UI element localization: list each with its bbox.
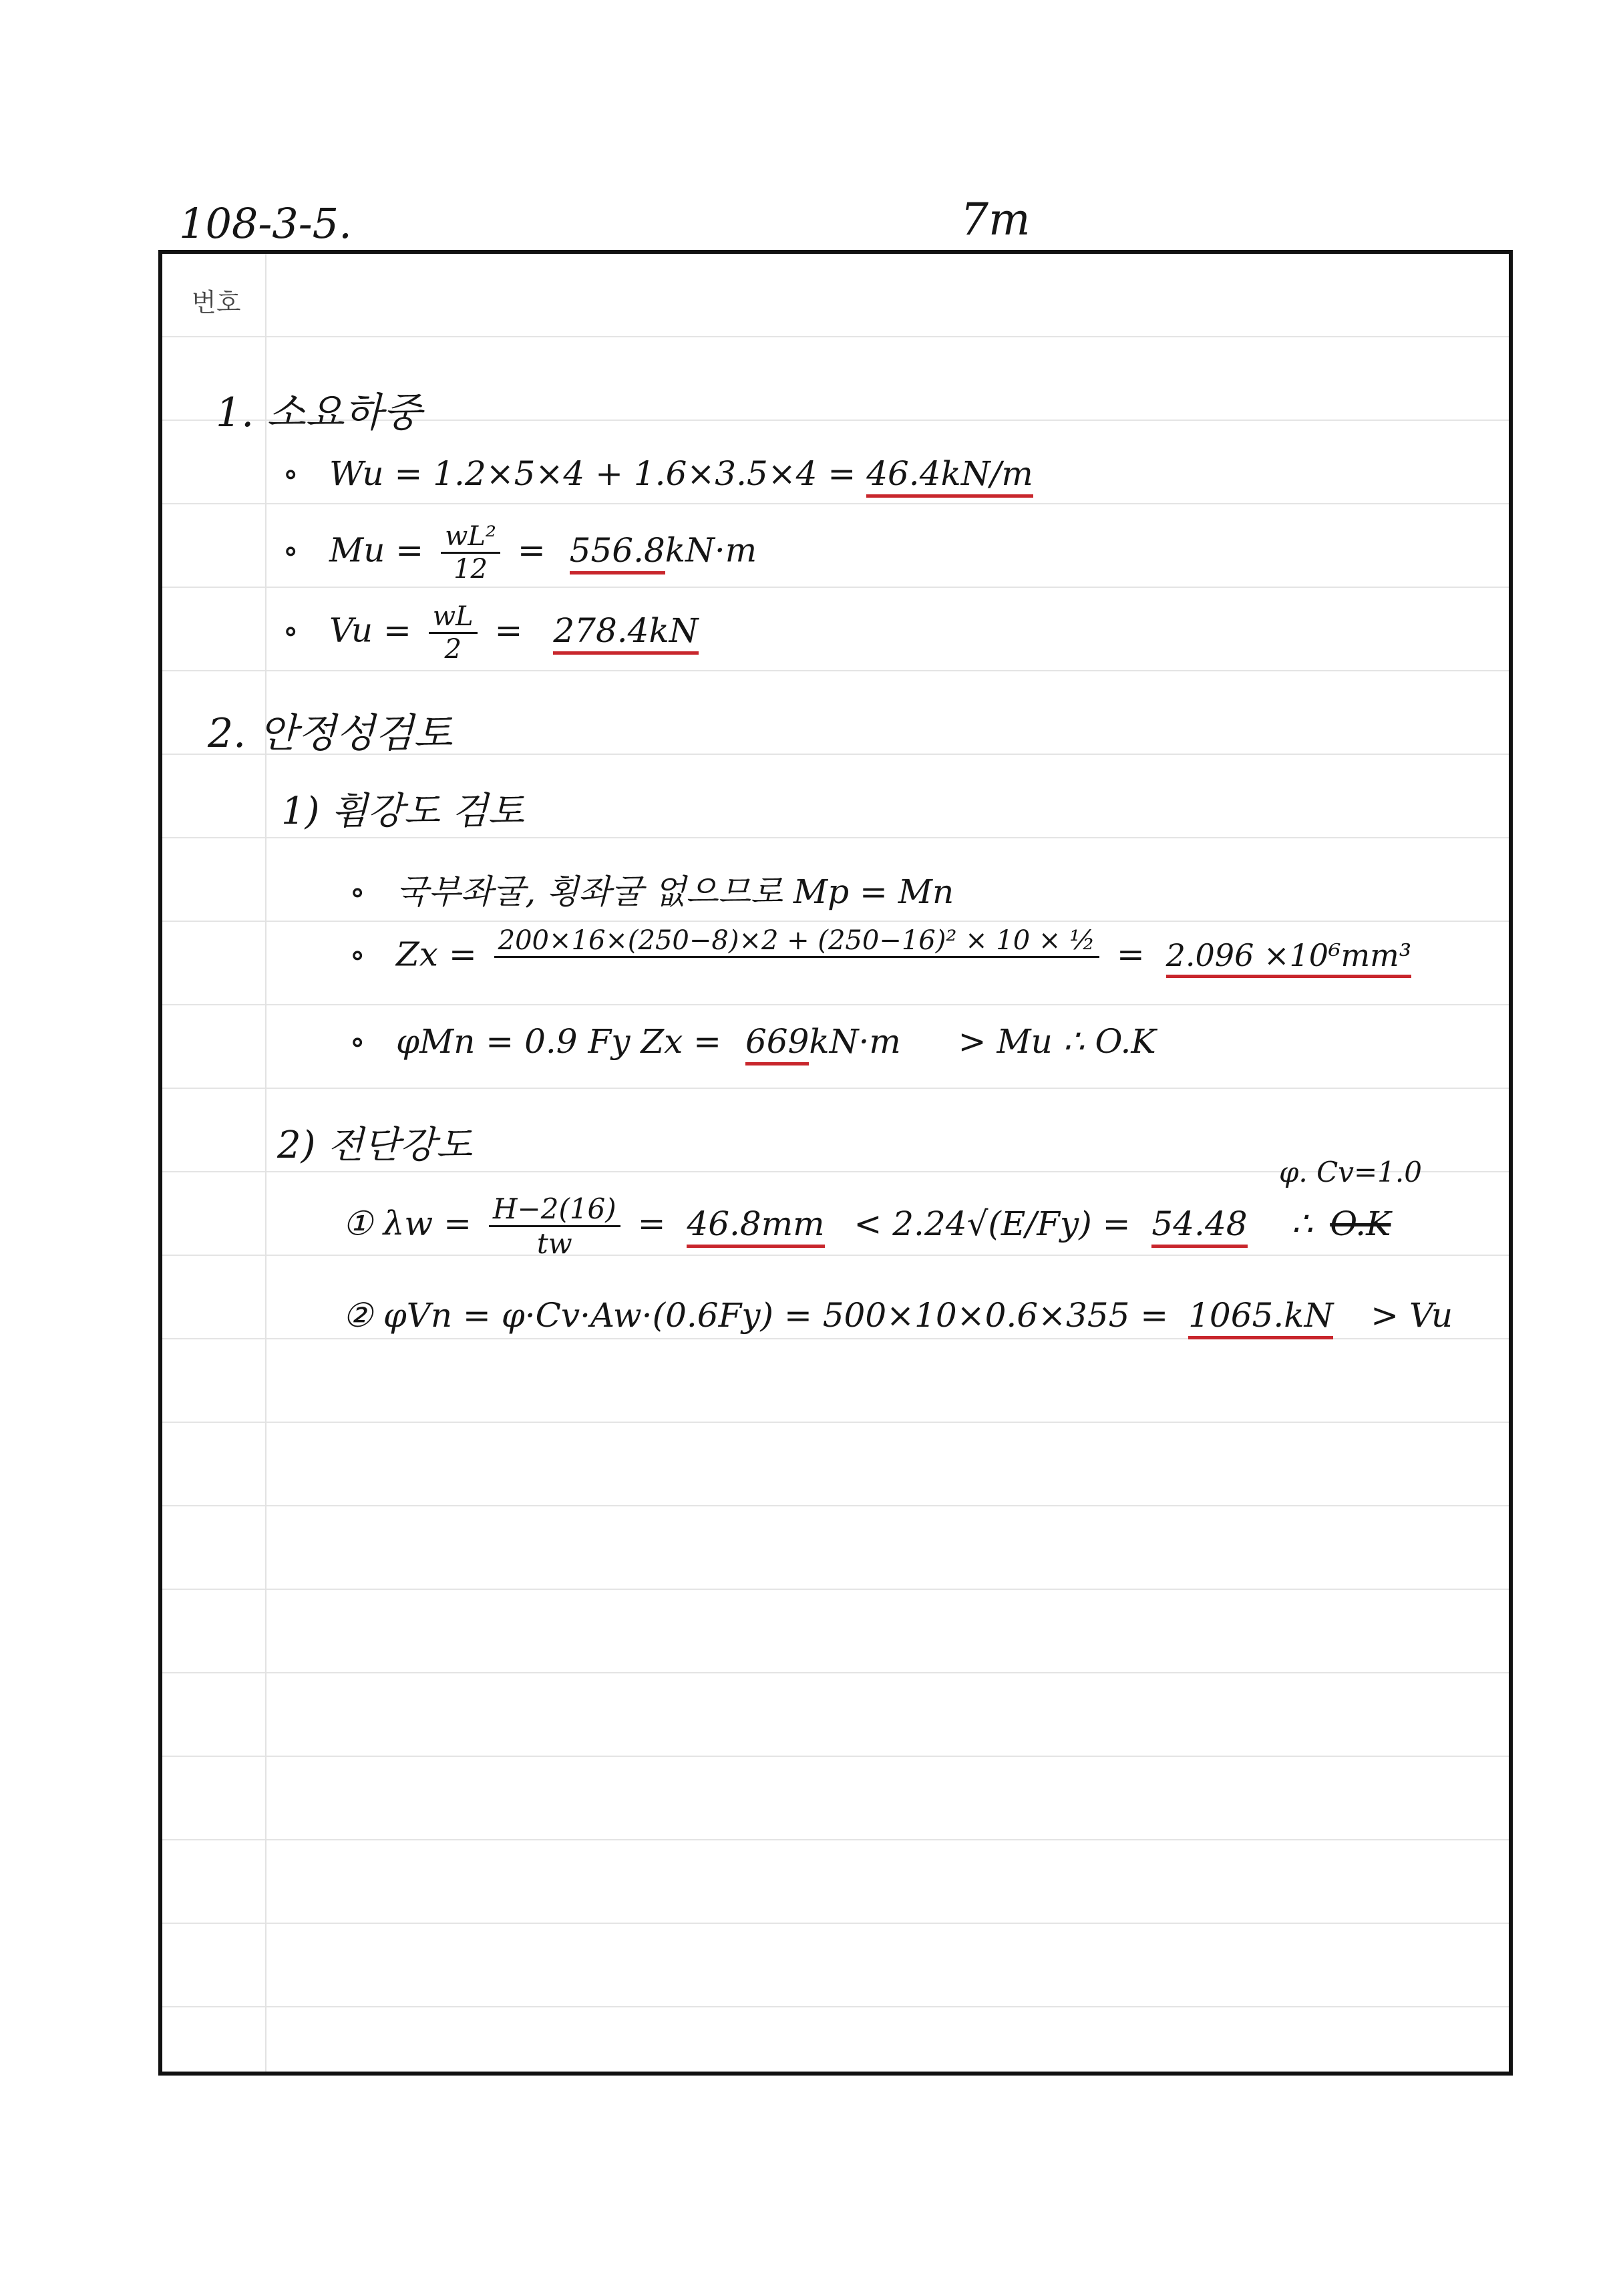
vu-numerator: wL (429, 601, 478, 634)
lambda-result: 46.8mm (687, 1204, 824, 1248)
section-1-title: 1. 소요하중 (216, 389, 422, 436)
vn-line (343, 1296, 1453, 1335)
lambda-line (343, 1192, 1391, 1260)
lambda-fraction (489, 1192, 620, 1260)
span-note: 7m (960, 194, 1031, 245)
problem-number: 108-3-5. (179, 199, 352, 248)
lambda-equals: = (637, 1204, 666, 1243)
vu-fraction (429, 601, 478, 665)
vn-result: 1065.kN (1188, 1296, 1333, 1339)
mu-line (283, 521, 757, 585)
zx-denominator (494, 958, 1099, 989)
lambda-lhs: ① λw = (343, 1204, 472, 1243)
vu-denominator: 2 (444, 634, 462, 665)
mn-unit: kN·m (809, 1022, 901, 1061)
bullet: ∘ (283, 530, 299, 570)
wu-result: 46.4kN/m (866, 454, 1033, 498)
bullet: ∘ (283, 454, 299, 493)
lambda-struck-ok: O.K (1330, 1204, 1391, 1243)
mn-line (349, 1022, 1156, 1061)
wu-line (283, 454, 1033, 493)
zx-lhs: Zx = (396, 935, 477, 974)
flexure-check-title: 1) 휨강도 검토 (281, 790, 524, 833)
mu-equals: = (517, 530, 546, 570)
shear-check-title: 2) 전단강도 (277, 1124, 472, 1167)
mn-lhs: φMn = 0.9 Fy Zx = (396, 1022, 722, 1061)
vn-check: > Vu (1371, 1296, 1453, 1335)
bullet: ∘ (283, 611, 299, 650)
mu-numerator: wL² (441, 521, 500, 554)
number-label: 번호 (192, 288, 241, 317)
bullet: ∘ (349, 872, 366, 911)
lambda-denominator: tw (536, 1227, 572, 1260)
zx-numerator: 200×16×(250−8)×2 + (250−16)² × 10 × ½ (494, 925, 1099, 958)
buckling-line (349, 865, 954, 913)
bullet: ∘ (349, 1022, 366, 1061)
margin-line (265, 254, 266, 2072)
cv-note: φ. Cv=1.0 (1279, 1156, 1422, 1188)
mu-result: 556.8 (570, 531, 665, 575)
mu-fraction (441, 521, 500, 585)
note-sheet (158, 250, 1513, 2076)
zx-equals: = (1116, 935, 1145, 974)
vu-equals: = (494, 611, 523, 650)
vu-line (283, 601, 699, 665)
mu-unit: kN·m (665, 530, 757, 570)
lambda-limit-result: 54.48 (1151, 1204, 1247, 1248)
vn-expression: ② φVn = φ·Cv·Aw·(0.6Fy) = 500×10×0.6×355 = (343, 1296, 1169, 1335)
lambda-limit: < 2.24√(E/Fy) = (854, 1204, 1131, 1243)
zx-fraction (494, 925, 1099, 989)
wu-expression: Wu = 1.2×5×4 + 1.6×3.5×4 = (329, 454, 856, 493)
zx-line (349, 925, 1411, 989)
lambda-therefore: ∴ (1291, 1204, 1313, 1243)
vu-result: 278.4kN (553, 611, 698, 655)
section-2-title: 2. 안정성검토 (208, 710, 453, 757)
mn-result: 669 (745, 1022, 809, 1065)
buckling-text: 국부좌굴, 횡좌굴 없으므로 Mp = Mn (396, 872, 954, 911)
bullet: ∘ (349, 935, 366, 974)
vu-lhs: Vu = (329, 611, 411, 650)
zx-result: 2.096 ×10⁶mm³ (1166, 937, 1412, 978)
mu-denominator: 12 (454, 554, 488, 585)
mn-check: > Mu ∴ O.K (958, 1022, 1156, 1061)
lambda-numerator: H−2(16) (489, 1192, 620, 1227)
mu-lhs: Mu = (329, 530, 424, 570)
